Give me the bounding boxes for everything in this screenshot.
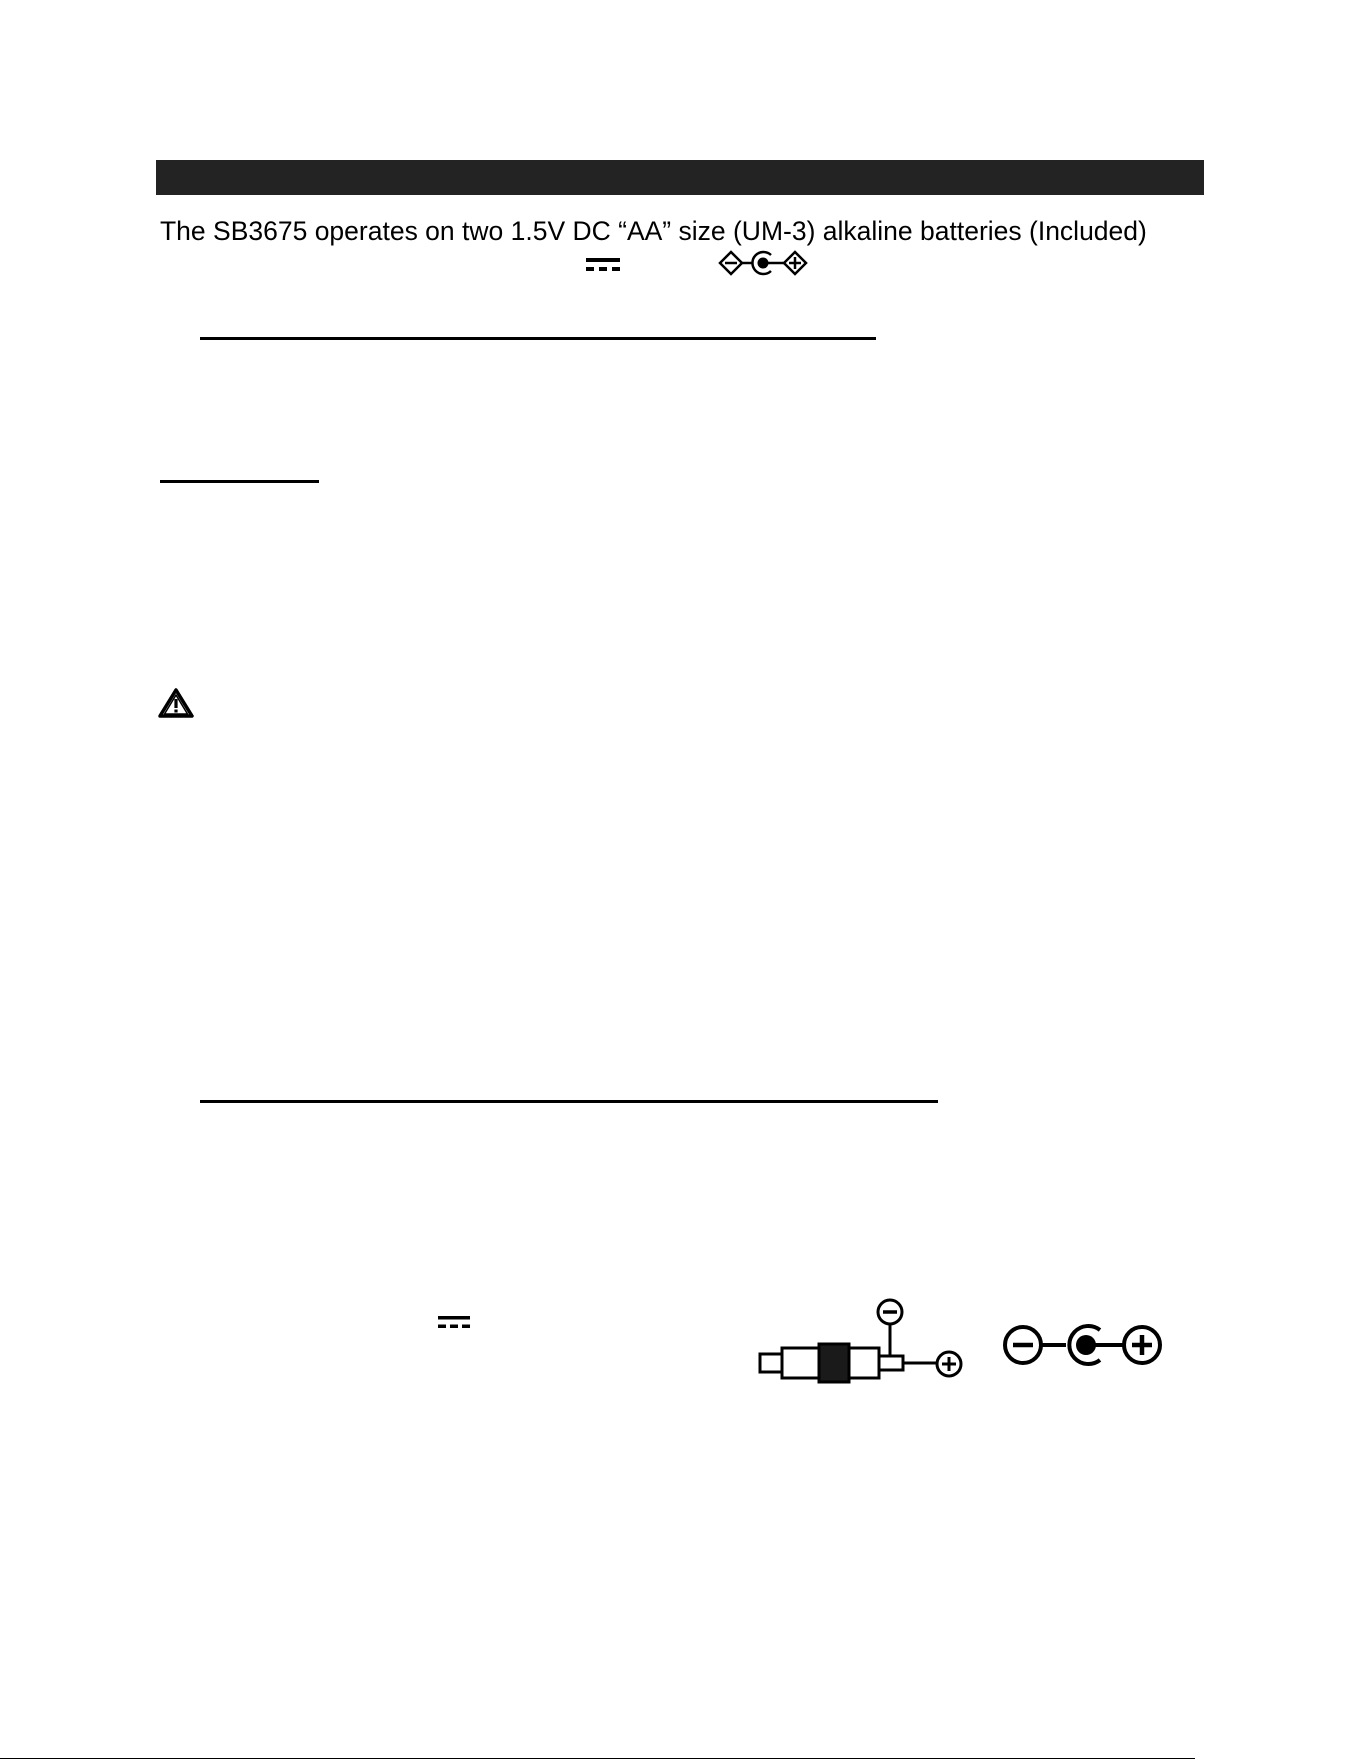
section-title-bar xyxy=(156,160,1204,195)
heading-underline-1 xyxy=(200,337,876,340)
dc-plug-diagram-icon xyxy=(756,1296,970,1388)
warning-triangle-icon xyxy=(158,688,194,718)
heading-underline-2 xyxy=(160,480,319,483)
dc-current-icon xyxy=(586,256,620,274)
center-positive-polarity-icon-large xyxy=(1000,1322,1166,1368)
heading-underline-3 xyxy=(200,1100,938,1103)
center-positive-polarity-icon xyxy=(718,248,808,278)
battery-intro-text: The SB3675 operates on two 1.5V DC “AA” size (UM-3) alkaline batteries (Included) xyxy=(160,216,1147,246)
page-bottom-rule xyxy=(0,1758,1195,1759)
dc-current-icon-lower xyxy=(438,1314,470,1331)
